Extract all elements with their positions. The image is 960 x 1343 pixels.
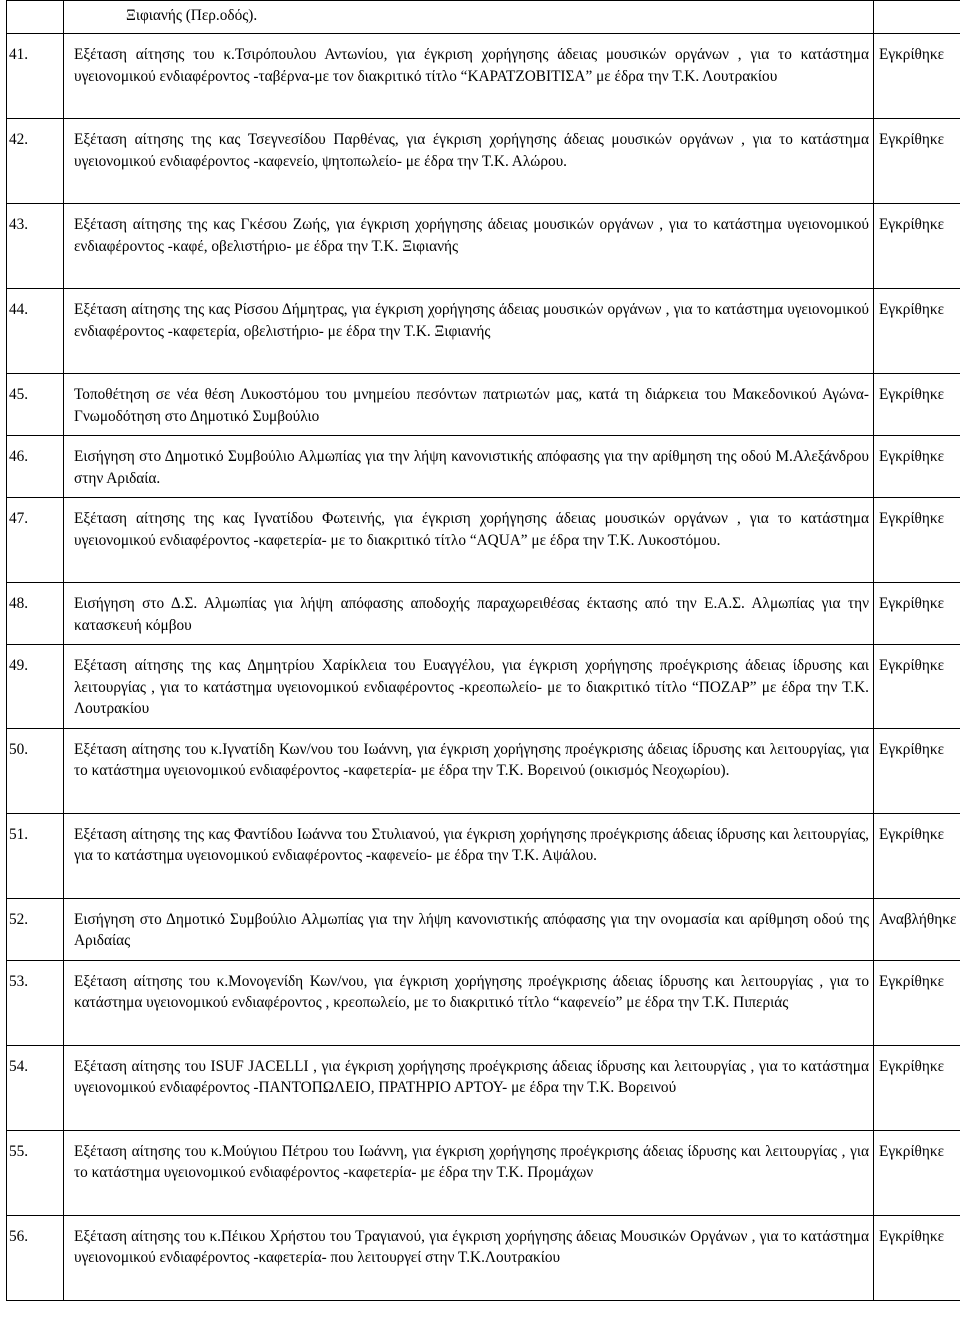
continuation-row (7, 1, 960, 34)
item-number: 50. (7, 728, 64, 813)
item-number: 43. (7, 204, 64, 289)
agenda-item-42 (7, 119, 960, 204)
item-status: Εγκρίθηκε (874, 1130, 960, 1215)
item-number: 51. (7, 813, 64, 898)
agenda-item-48 (7, 583, 960, 645)
agenda-item-41 (7, 34, 960, 119)
agenda-item-51 (7, 813, 960, 898)
item-status: Εγκρίθηκε (874, 583, 960, 645)
item-status: Αναβλήθηκε (874, 898, 960, 960)
item-description: Εισήγηση στο Δημοτικό Συμβούλιο Αλμωπίας για την λήψη κανονιστικής απόφασης για την ονομασία και αρίθμηση οδού της Αριδαίας (64, 898, 874, 960)
item-status: Εγκρίθηκε (874, 436, 960, 498)
item-number: 45. (7, 374, 64, 436)
item-status: Εγκρίθηκε (874, 34, 960, 119)
agenda-item-50 (7, 728, 960, 813)
item-status: Εγκρίθηκε (874, 960, 960, 1045)
item-status: Εγκρίθηκε (874, 645, 960, 729)
item-number: 47. (7, 498, 64, 583)
item-number: 56. (7, 1215, 64, 1300)
item-status: Εγκρίθηκε (874, 728, 960, 813)
agenda-item-54 (7, 1045, 960, 1130)
item-status: Εγκρίθηκε (874, 374, 960, 436)
item-description: Εξέταση αίτησης του ISUF JACELLI , για έγκριση χορήγησης προέγκρισης άδειας ίδρυσης και λειτουργίας , για το κατάστημα υγειονομικού ενδιαφέροντος -ΠΑΝΤΟΠΩΛΕΙΟ, ΠΡΑΤΗΡΙΟ ΑΡΤΟΥ- με έδρα την Τ.Κ. Βορεινού (64, 1045, 874, 1130)
item-number: 48. (7, 583, 64, 645)
item-description: Εξέταση αίτησης του κ.Ιγνατίδη Κων/νου του Ιωάννη, για έγκριση χορήγησης προέγκρισης άδειας ίδρυσης και λειτουργίας, για το κατάστημα υγειονομικού ενδιαφέροντος -καφετερία- με έδρα την Τ.Κ. Βορεινού (οικισμός Νεοχωρίου). (64, 728, 874, 813)
item-status: Εγκρίθηκε (874, 1045, 960, 1130)
agenda-item-45 (7, 374, 960, 436)
item-description: Τοποθέτηση σε νέα θέση Λυκοστόμου του μνημείου πεσόντων πατριωτών μας, κατά τη διάρκεια του Μακεδονικού Αγώνα- Γνωμοδότηση στο Δημοτικό Συμβούλιο (64, 374, 874, 436)
item-description: Εισήγηση στο Δημοτικό Συμβούλιο Αλμωπίας για την λήψη κανονιστικής απόφασης για την αρίθμηση της οδού Μ.Αλεξάνδρου στην Αριδαία. (64, 436, 874, 498)
item-description: Εξέταση αίτησης του κ.Πέικου Χρήστου του Τραγιανού, για έγκριση χορήγησης άδειας Μουσικών Οργάνων , για το κατάστημα υγειονομικού ενδιαφέροντος -καφετερία- που λειτουργεί στην Τ.Κ.Λουτρακίου (64, 1215, 874, 1300)
agenda-item-49 (7, 645, 960, 729)
agenda-item-44 (7, 289, 960, 374)
item-status: Εγκρίθηκε (874, 1215, 960, 1300)
item-description: Εξέταση αίτησης του κ.Μονογενίδη Κων/νου, για έγκριση χορήγησης προέγκρισης άδειας ίδρυσης και λειτουργίας , για το κατάστημα υγειονομικού ενδιαφέροντος , κρεοπωλείο, με το διακριτικό τίτλο “καφενείο” με έδρα την Τ.Κ. Πιπεριάς (64, 960, 874, 1045)
item-number: 55. (7, 1130, 64, 1215)
item-number: 52. (7, 898, 64, 960)
agenda-item-47 (7, 498, 960, 583)
agenda-item-46 (7, 436, 960, 498)
item-status: Εγκρίθηκε (874, 204, 960, 289)
item-number: 42. (7, 119, 64, 204)
decisions-table (6, 0, 960, 1301)
item-description: Εξέταση αίτησης του κ.Τσιρόπουλου Αντωνίου, για έγκριση χορήγησης άδειας μουσικών οργάνων , για το κατάστημα υγειονομικού ενδιαφέροντος -ταβέρνα-με τον διακριτικό τίτλο “ΚΑΡΑΤΖΟΒΙΤΙΣΑ” με έδρα την Τ.Κ. Λουτρακίου (64, 34, 874, 119)
item-status: Εγκρίθηκε (874, 119, 960, 204)
item-description: Εξέταση αίτησης της κας Φαντίδου Ιωάννα του Στυλιανού, για έγκριση χορήγησης προέγκρισης άδειας ίδρυσης και λειτουργίας, για το κατάστημα υγειονομικού ενδιαφέροντος -καφενείο- με έδρα την Τ.Κ. Αψάλου. (64, 813, 874, 898)
item-description: Εξέταση αίτησης της κας Τσεγνεσίδου Παρθένας, για έγκριση χορήγησης άδειας μουσικών οργάνων , για το κατάστημα υγειονομικού ενδιαφέροντος -καφενείο, ψητοπωλείο- με έδρα την Τ.Κ. Αλώρου. (64, 119, 874, 204)
item-description: Εξέταση αίτησης της κας Γκέσου Ζωής, για έγκριση χορήγησης άδειας μουσικών οργάνων , για το κατάστημα υγειονομικού ενδιαφέροντος -καφέ, οβελιστήριο- με έδρα την Τ.Κ. Ξιφιανής (64, 204, 874, 289)
agenda-item-43 (7, 204, 960, 289)
item-description: Εξέταση αίτησης της κας Ιγνατίδου Φωτεινής, για έγκριση χορήγησης άδειας μουσικών οργάνων , για το κατάστημα υγειονομικού ενδιαφέροντος -καφετερία- με το διακριτικό τίτλο “AQUA” με έδρα την Τ.Κ. Λυκοστόμου. (64, 498, 874, 583)
item-status (874, 1, 960, 34)
item-number: 41. (7, 34, 64, 119)
item-status: Εγκρίθηκε (874, 813, 960, 898)
item-number: 53. (7, 960, 64, 1045)
item-status: Εγκρίθηκε (874, 498, 960, 583)
item-description: Εξέταση αίτησης της κας Δημητρίου Χαρίκλεια του Ευαγγέλου, για έγκριση χορήγησης προέγκρισης άδειας ίδρυσης και λειτουργίας , για το κατάστημα υγειονομικού ενδιαφέροντος -κρεοπωλείο- με το διακριτικό τίτλο “ΠΟΖΑΡ” με έδρα την Τ.Κ. Λουτρακίου (64, 645, 874, 729)
agenda-item-56 (7, 1215, 960, 1300)
item-description: Εισήγηση στο Δ.Σ. Αλμωπίας για λήψη απόφασης αποδοχής παραχωρειθέσας έκτασης από την Ε.Α.Σ. Αλμωπίας για την κατασκευή κόμβου (64, 583, 874, 645)
agenda-item-55 (7, 1130, 960, 1215)
item-number (7, 1, 64, 34)
agenda-item-52 (7, 898, 960, 960)
item-number: 46. (7, 436, 64, 498)
item-description: Εξέταση αίτησης του κ.Μούγιου Πέτρου του Ιωάννη, για έγκριση χορήγησης προέγκρισης άδειας ίδρυσης και λειτουργίας , για το κατάστημα υγειονομικού ενδιαφέροντος -καφετερία- με έδρα την Τ.Κ. Προμάχων (64, 1130, 874, 1215)
agenda-item-53 (7, 960, 960, 1045)
item-status: Εγκρίθηκε (874, 289, 960, 374)
item-description: Εξέταση αίτησης της κας Ρίσσου Δήμητρας, για έγκριση χορήγησης άδειας μουσικών οργάνων , για το κατάστημα υγειονομικού ενδιαφέροντος -καφετερία, οβελιστήριο- με έδρα την Τ.Κ. Ξιφιανής (64, 289, 874, 374)
item-number: 44. (7, 289, 64, 374)
item-number: 54. (7, 1045, 64, 1130)
continuation-text: Ξιφιανής (Περ.οδός). (64, 1, 874, 34)
item-number: 49. (7, 645, 64, 729)
